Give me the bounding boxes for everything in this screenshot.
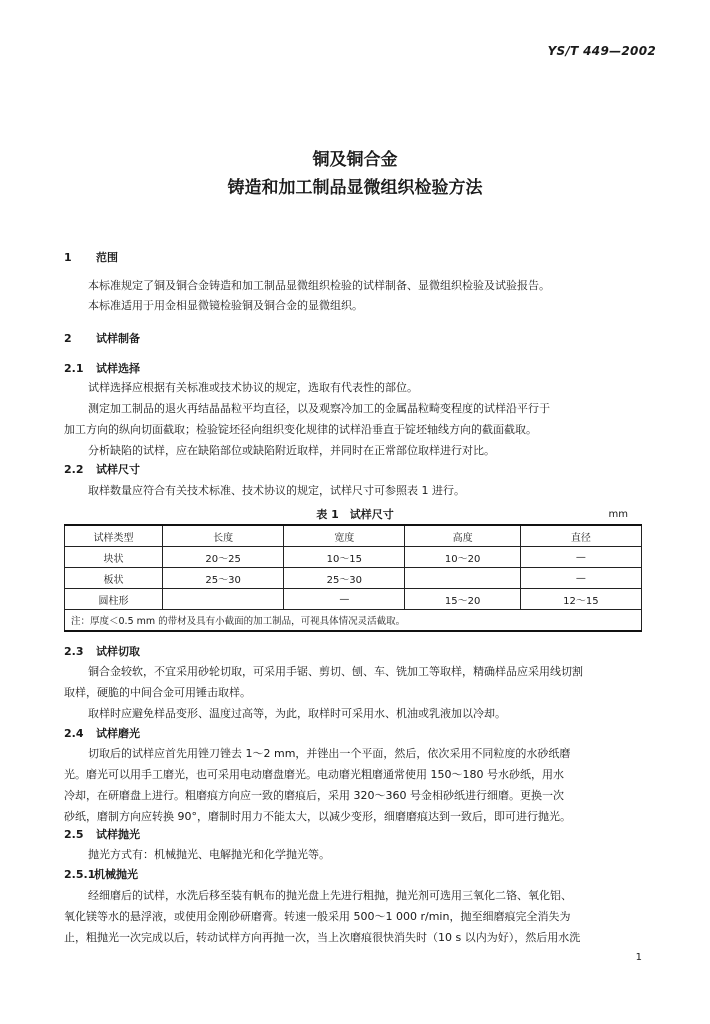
section-2-1-paragraph-1: 试样选择应根据有关标准或技术协议的规定，选取有代表性的部位。 (88, 381, 418, 394)
table-caption: 表 1 试样尺寸 (316, 508, 394, 521)
table-cell: — (520, 547, 641, 568)
section-2-3-number: 2.3 (64, 645, 84, 658)
section-2-3-paragraph-2: 取样时应避免样品变形、温度过高等，为此，取样时可采用水、机油或乳液加以冷却。 (88, 707, 506, 720)
table-cell: — (520, 568, 641, 589)
table-unit: mm (608, 509, 628, 520)
section-2-3-paragraph-1b: 取样，硬脆的中间合金可用锤击取样。 (64, 686, 251, 699)
table-header-cell: 高度 (405, 525, 520, 547)
section-2-5-1-paragraph-1c: 止，粗抛光一次完成以后，转动试样方向再抛一次，当上次磨痕很快消失时（10 s 以内为好），然后用水洗 (64, 931, 581, 944)
section-1-heading (64, 251, 118, 265)
table-header-cell: 直径 (520, 525, 641, 547)
table-row (65, 568, 642, 589)
section-2-5-paragraph-1: 抛光方式有：机械抛光、电解抛光和化学抛光等。 (88, 848, 330, 861)
section-2-2-title: 试样尺寸 (96, 463, 140, 476)
section-2-1-title: 试样选择 (96, 362, 140, 375)
section-2-5-title: 试样抛光 (96, 828, 140, 841)
table-header-row (65, 525, 642, 547)
page-number: 1 (635, 952, 642, 963)
table-header-cell: 宽度 (284, 525, 405, 547)
table-cell (163, 589, 284, 610)
section-1-number: 1 (64, 251, 72, 264)
standard-code: YS/T 449—2002 (547, 44, 656, 58)
section-2-1-paragraph-3: 分析缺陷的试样，应在缺陷部位或缺陷附近取样，并同时在正常部位取样进行对比。 (88, 444, 495, 457)
table-cell: 15～20 (405, 589, 520, 610)
section-2-1-number: 2.1 (64, 362, 84, 375)
table-note: 注：厚度＜0.5 mm 的带材及具有小截面的加工制品，可视具体情况灵活截取。 (65, 610, 642, 632)
table-cell: 圆柱形 (65, 589, 163, 610)
table-row (65, 547, 642, 568)
section-2-4-heading (64, 727, 140, 741)
section-2-4-paragraph-1c: 冷却，在研磨盘上进行。粗磨痕方向应一致的磨痕后，采用 320～360 号金相砂纸进行细磨。更换一次 (64, 789, 564, 802)
section-2-heading (64, 332, 140, 346)
section-2-5-number: 2.5 (64, 828, 84, 841)
document-title-line2: 铸造和加工制品显微组织检验方法 (227, 178, 483, 198)
table-cell: 20～25 (163, 547, 284, 568)
section-2-4-paragraph-1a: 切取后的试样应首先用锉刀锉去 1～2 mm，并锉出一个平面，然后，依次采用不同粒度的水砂纸磨 (88, 747, 571, 760)
section-2-5-1-number: 2.5.1 (64, 868, 96, 881)
section-1-paragraph-1: 本标准规定了铜及铜合金铸造和加工制品显微组织检验的试样制备、显微组织检验及试验报告。 (88, 279, 550, 292)
section-2-title: 试样制备 (96, 332, 140, 345)
section-2-1-paragraph-2a: 测定加工制品的退火再结晶晶粒平均直径，以及观察冷加工的金属晶粒畸变程度的试样沿平行于 (88, 402, 550, 415)
section-2-4-title: 试样磨光 (96, 727, 140, 740)
section-2-2-paragraph-1: 取样数量应符合有关技术标准、技术协议的规定，试样尺寸可参照表 1 进行。 (88, 484, 465, 497)
section-2-2-number: 2.2 (64, 463, 84, 476)
section-2-4-number: 2.4 (64, 727, 84, 740)
section-2-3-heading (64, 645, 140, 659)
section-2-5-1-heading (64, 868, 138, 882)
table-note-row (65, 610, 642, 632)
section-2-5-1-paragraph-1b: 氧化镁等水的悬浮液，或使用金刚砂研磨膏。转速一般采用 500～1 000 r/min，抛至细磨痕完全消失为 (64, 910, 571, 923)
table-cell (405, 568, 520, 589)
section-2-1-paragraph-2b: 加工方向的纵向切面截取；检验锭坯径向组织变化规律的试样沿垂直于锭坯轴线方向的截面截取。 (64, 423, 537, 436)
section-2-1-heading (64, 362, 140, 376)
section-2-number: 2 (64, 332, 72, 345)
section-2-3-title: 试样切取 (96, 645, 140, 658)
document-title-line1: 铜及铜合金 (312, 150, 398, 170)
table-cell: — (284, 589, 405, 610)
section-2-3-paragraph-1a: 铜合金较软，不宜采用砂轮切取，可采用手锯、剪切、刨、车、铣加工等取样，精确样品应采用线切割 (88, 665, 583, 678)
section-2-4-paragraph-1d: 砂纸，磨制方向应转换 90°，磨制时用力不能太大，以减少变形，细磨磨痕达到一致后，即可进行抛光。 (64, 810, 571, 823)
section-2-5-1-paragraph-1a: 经细磨后的试样，水洗后移至装有帆布的抛光盘上先进行粗抛，抛光剂可选用三氧化二铬、氧化铝、 (88, 889, 572, 902)
table-cell: 10～20 (405, 547, 520, 568)
table-cell: 25～30 (284, 568, 405, 589)
section-2-5-1-title: 机械抛光 (94, 868, 138, 881)
table-header-cell: 试样类型 (65, 525, 163, 547)
specimen-size-table (64, 524, 642, 632)
table-cell: 12～15 (520, 589, 641, 610)
table-header-cell: 长度 (163, 525, 284, 547)
table-cell: 板状 (65, 568, 163, 589)
section-2-5-heading (64, 828, 140, 842)
section-1-title: 范围 (96, 251, 118, 264)
table-cell: 25～30 (163, 568, 284, 589)
table-cell: 块状 (65, 547, 163, 568)
section-2-2-heading (64, 463, 140, 477)
table-row (65, 589, 642, 610)
section-1-paragraph-2: 本标准适用于用金相显微镜检验铜及铜合金的显微组织。 (88, 299, 363, 312)
table-cell: 10～15 (284, 547, 405, 568)
section-2-4-paragraph-1b: 光。磨光可以用手工磨光，也可采用电动磨盘磨光。电动磨光粗磨通常使用 150～180 号水砂纸，用水 (64, 768, 564, 781)
